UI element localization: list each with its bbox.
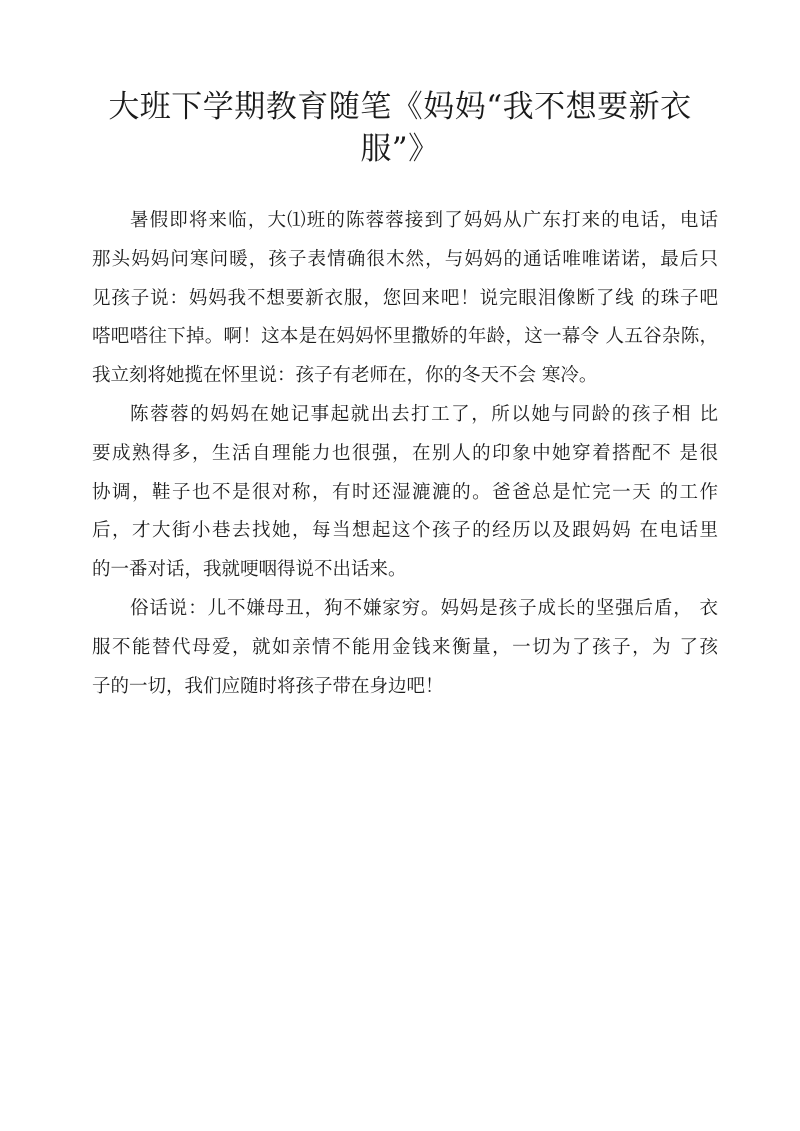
text-line: 的一番对话，我就哽咽得说不出话来。	[92, 559, 407, 581]
text-line: 协调，鞋子也不是很对称，有时还湿漉漉的。爸爸总是忙完一天 的工作	[92, 481, 718, 503]
text-line: 陈蓉蓉的妈妈在她记事起就出去打工了，所以她与同龄的孩子相 比	[130, 403, 718, 425]
text-line: 见孩子说：妈妈我不想要新衣服，您回来吧！说完眼泪像断了线 的珠子吧	[92, 287, 718, 309]
text-line: 服不能替代母爱，就如亲情不能用金钱来衡量，一切为了孩子，为 了孩	[92, 636, 718, 658]
title-line-2: 服”》	[360, 131, 440, 167]
text-line: 俗话说：儿不嫌母丑，狗不嫌家穷。妈妈是孩子成长的坚强后盾， 衣	[130, 597, 718, 619]
text-line: 要成熟得多，生活自理能力也很强，在别人的印象中她穿着搭配不 是很	[92, 442, 718, 464]
paragraph-2	[92, 396, 718, 590]
text-line: 那头妈妈问寒问暖，孩子表情确很木然，与妈妈的通话唯唯诺诺，最后只	[92, 248, 718, 270]
paragraph-1	[92, 202, 718, 396]
paragraph-3	[92, 590, 718, 706]
text-line: 嗒吧嗒往下掉。啊！这本是在妈妈怀里撒娇的年龄，这一幕令 人五谷杂陈，	[92, 326, 718, 348]
title-line-1: 大班下学期教育随笔《妈妈“我不想要新衣	[108, 89, 692, 125]
document-body	[92, 202, 718, 706]
text-line: 我立刻将她揽在怀里说：孩子有老师在，你的冬天不会 寒冷。	[92, 365, 598, 387]
document-title	[90, 86, 710, 170]
text-line: 子的一切，我们应随时将孩子带在身边吧！	[92, 675, 444, 697]
text-line: 后，才大街小巷去找她，每当想起这个孩子的经历以及跟妈妈 在电话里	[92, 520, 718, 542]
text-line: 暑假即将来临，大⑴班的陈蓉蓉接到了妈妈从广东打来的电话，电话	[130, 210, 718, 231]
